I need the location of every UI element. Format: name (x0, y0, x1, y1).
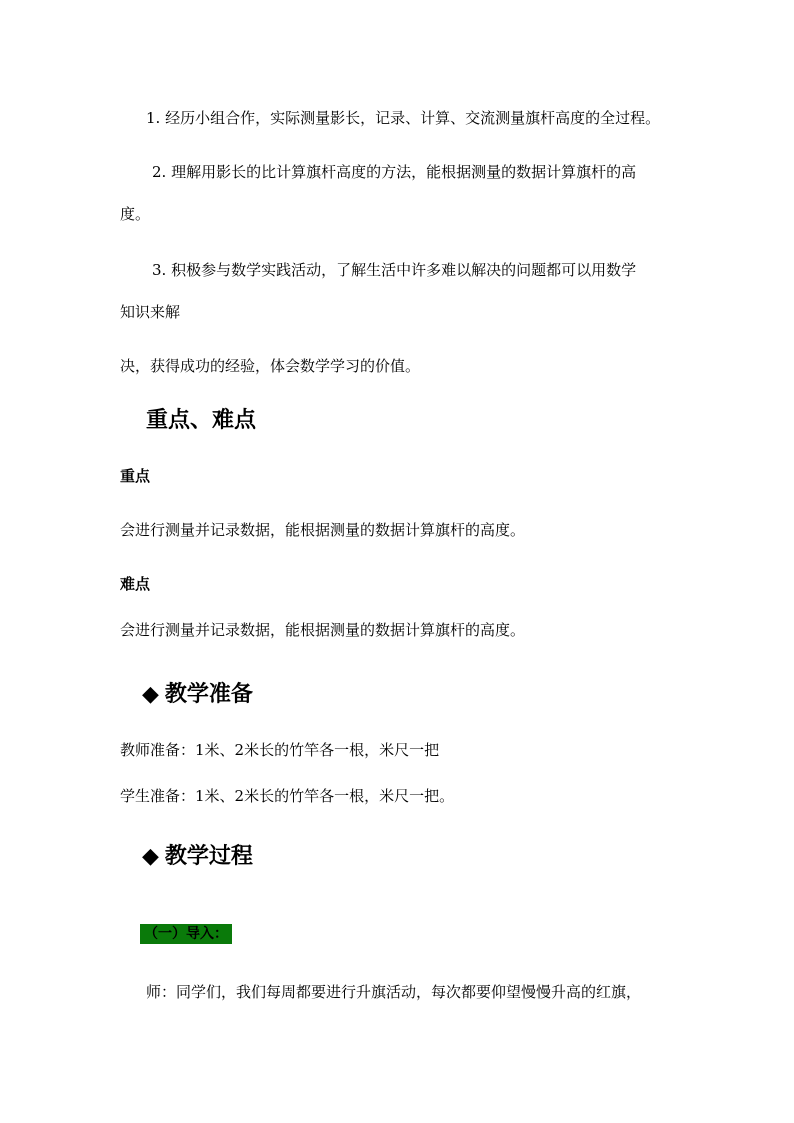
objective-2-line-2: 度。 (120, 205, 151, 223)
objective-1: 1. 经历小组合作，实际测量影长，记录、计算、交流测量旗杆高度的全过程。 (146, 109, 661, 127)
focus-label: 重点 (120, 467, 151, 485)
process-heading-row (142, 842, 253, 870)
difficulty-text: 会进行测量并记录数据，能根据测量的数据计算旗杆的高度。 (120, 621, 526, 639)
preparation-heading: 教学准备 (164, 681, 253, 707)
key-points-heading: 重点、难点 (146, 407, 257, 433)
objective-2-line-1: 2. 理解用影长的比计算旗杆高度的方法，能根据测量的数据计算旗杆的高 (152, 163, 637, 181)
objective-3-line-1: 3. 积极参与数学实践活动，了解生活中许多难以解决的问题都可以用数学 (152, 261, 637, 279)
student-preparation: 学生准备：1米、2米长的竹竿各一根，米尺一把。 (120, 787, 455, 805)
teacher-preparation: 教师准备：1米、2米长的竹竿各一根，米尺一把 (120, 741, 440, 759)
objective-3-line-3: 决，获得成功的经验，体会数学学习的价值。 (120, 357, 421, 375)
difficulty-label: 难点 (120, 575, 151, 593)
objective-3-line-2: 知识来解 (120, 303, 181, 321)
intro-text: 师：同学们，我们每周都要进行升旗活动，每次都要仰望慢慢升高的红旗， (146, 983, 642, 1001)
focus-text: 会进行测量并记录数据，能根据测量的数据计算旗杆的高度。 (120, 521, 526, 539)
diamond-bullet-icon: ◆ (142, 681, 159, 707)
intro-label: （一）导入： (140, 924, 232, 944)
process-heading: 教学过程 (164, 843, 253, 869)
diamond-bullet-icon: ◆ (142, 843, 159, 869)
preparation-heading-row (142, 680, 253, 708)
